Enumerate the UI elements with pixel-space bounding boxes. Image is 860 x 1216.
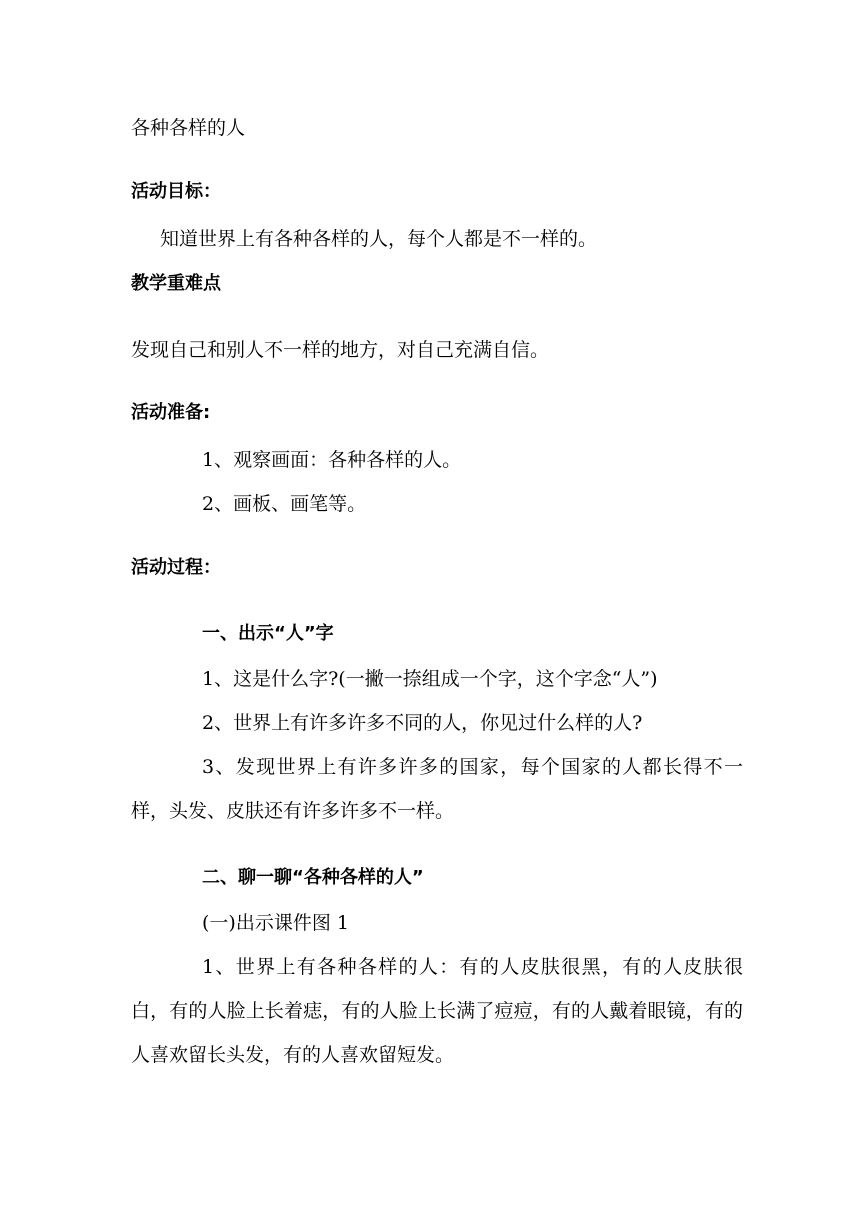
goal-heading: 活动目标： [131, 181, 221, 202]
section1-item: 3、发现世界上有许多许多的国家，每个国家的人都长得不一样，头发、皮肤还有许多许多不一样。 [131, 756, 743, 822]
process-heading: 活动过程： [131, 557, 221, 578]
prep-item: 1、观察画面：各种各样的人。 [202, 449, 462, 471]
prep-heading: 活动准备: [131, 402, 211, 423]
section2-subheading: (一)出示课件图 1 [202, 912, 349, 934]
section2-item: 1、世界上有各种各样的人：有的人皮肤很黑，有的人皮肤很白，有的人脸上长着痣，有的人脸上长满了痘痘，有的人戴着眼镜，有的人喜欢留长头发，有的人喜欢留短发。 [131, 956, 743, 1066]
section2-heading: 二、聊一聊“各种各样的人” [202, 867, 424, 888]
difficulty-text: 发现自己和别人不一样的地方，对自己充满自信。 [131, 339, 550, 361]
section1-heading: 一、出示“人”字 [202, 623, 334, 644]
goal-text: 知道世界上有各种各样的人，每个人都是不一样的。 [160, 228, 598, 250]
prep-item: 2、画板、画笔等。 [202, 493, 367, 515]
difficulty-heading: 教学重难点 [131, 273, 221, 294]
section1-item: 1、这是什么字?(一撇一捺组成一个字，这个字念“人”) [202, 668, 658, 690]
document-title: 各种各样的人 [131, 117, 246, 139]
section1-item: 2、世界上有许多许多不同的人，你见过什么样的人? [202, 712, 643, 734]
